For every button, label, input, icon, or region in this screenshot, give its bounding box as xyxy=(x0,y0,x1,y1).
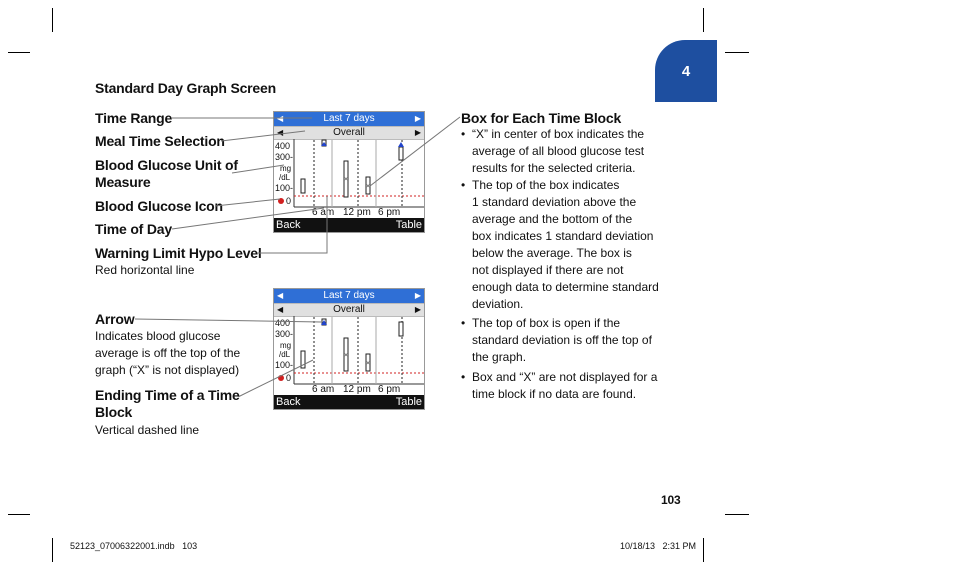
y-unit-label: mg xyxy=(280,164,292,173)
time-range-value: Last 7 days xyxy=(323,113,375,124)
table-softkey[interactable]: Table xyxy=(395,396,422,408)
y-tick-label: 300- xyxy=(275,329,294,339)
label-warning-limit: Warning Limit Hypo Level xyxy=(95,245,262,261)
crop-mark xyxy=(52,538,53,562)
label-bg-unit: Blood Glucose Unit of Measure xyxy=(95,157,238,190)
meal-time-value: Overall xyxy=(333,127,365,138)
x-tick-label: 6 pm xyxy=(378,384,401,395)
blood-drop-icon xyxy=(278,375,284,381)
label-bg-icon: Blood Glucose Icon xyxy=(95,198,223,214)
crop-mark xyxy=(8,514,30,515)
left-arrow-icon[interactable]: ◀ xyxy=(277,114,284,123)
section-title: Standard Day Graph Screen xyxy=(95,80,276,96)
device-screen-standard-day-arrow xyxy=(273,288,425,410)
x-tick-label: 6 pm xyxy=(378,207,401,218)
chapter-number: 4 xyxy=(681,62,691,80)
y-tick-label: 100- xyxy=(275,360,294,370)
table-softkey[interactable]: Table xyxy=(395,219,422,231)
bullet-item: • The top of box is open if the standard deviation is off the top of the graph. xyxy=(461,316,652,364)
y-unit-label: /dL xyxy=(279,173,291,182)
arrow-desc-line: average is off the top of the xyxy=(95,346,241,360)
svg-text:×: × xyxy=(344,353,348,359)
right-arrow-icon[interactable]: ▶ xyxy=(414,128,421,137)
time-block-box xyxy=(301,351,305,368)
crop-mark xyxy=(8,52,30,53)
crop-mark xyxy=(725,514,749,515)
blood-drop-icon xyxy=(278,198,284,204)
label-arrow: Arrow xyxy=(95,311,135,327)
x-tick-label: 6 am xyxy=(312,207,335,218)
label-time-of-day: Time of Day xyxy=(95,221,172,237)
left-arrow-icon[interactable]: ◀ xyxy=(277,128,284,137)
crop-mark xyxy=(703,538,704,562)
arrow-desc-line: Indicates blood glucose xyxy=(95,329,221,343)
crop-mark xyxy=(703,8,704,32)
y-tick-label: 300- xyxy=(275,152,294,162)
bullet-item: • The top of the box indicates 1 standard deviation above the average and the bottom of the box indicates 1 standard deviation below the average. The box is not displayed if there are not enough data to determine standard deviation. xyxy=(461,178,659,311)
x-tick-label: 12 pm xyxy=(343,384,371,395)
arrow-desc-line: graph (“X” is not displayed) xyxy=(95,363,240,377)
label-meal-time-selection: Meal Time Selection xyxy=(95,133,225,149)
box-heading: Box for Each Time Block xyxy=(461,110,622,126)
back-softkey[interactable]: Back xyxy=(276,219,301,231)
bullet-item: • Box and “X” are not displayed for a time block if no data are found. xyxy=(461,370,658,401)
footer-timestamp: 10/18/13 2:31 PM xyxy=(620,541,697,551)
softkey-bar xyxy=(274,395,424,409)
softkey-bar xyxy=(274,218,424,232)
time-block-box xyxy=(399,322,403,336)
right-arrow-icon[interactable]: ▶ xyxy=(414,305,421,314)
x-tick-label: 12 pm xyxy=(343,207,371,218)
right-arrow-icon[interactable]: ▶ xyxy=(414,114,421,123)
crop-mark xyxy=(52,8,53,32)
crop-mark xyxy=(725,52,749,53)
x-tick-label: 6 am xyxy=(312,384,335,395)
label-time-range: Time Range xyxy=(95,110,173,126)
y-tick-label: 100- xyxy=(275,183,294,193)
page-number: 103 xyxy=(661,493,681,507)
svg-text:×: × xyxy=(366,184,370,190)
left-arrow-icon[interactable]: ◀ xyxy=(277,305,284,314)
back-softkey[interactable]: Back xyxy=(276,396,301,408)
time-block-box xyxy=(399,147,403,160)
footer-file-info: 52123_07006322001.indb 103 xyxy=(70,541,198,551)
chapter-tab xyxy=(655,40,717,102)
label-ending-time: Ending Time of a Time Block xyxy=(95,387,240,420)
y-tick-label: 0 xyxy=(286,196,292,206)
svg-text:×: × xyxy=(344,177,348,183)
device-screen-standard-day xyxy=(273,111,425,233)
left-arrow-icon[interactable]: ◀ xyxy=(277,291,284,300)
bullet-item: • “X” in center of box indicates the average of all blood glucose test results for the selected criteria. xyxy=(461,127,645,175)
right-arrow-icon[interactable]: ▶ xyxy=(414,291,421,300)
callout-line xyxy=(215,199,280,206)
time-block-box xyxy=(301,179,305,193)
time-range-value: Last 7 days xyxy=(323,290,375,301)
meal-time-value: Overall xyxy=(333,304,365,315)
ending-time-desc: Vertical dashed line xyxy=(95,423,200,437)
y-unit-label: /dL xyxy=(279,350,291,359)
y-unit-label: mg xyxy=(280,341,292,350)
svg-text:×: × xyxy=(366,361,370,367)
y-tick-label: 400 xyxy=(275,141,291,151)
warning-limit-desc: Red horizontal line xyxy=(95,263,195,277)
off-graph-arrow-icon xyxy=(398,142,404,147)
y-tick-label: 0 xyxy=(286,373,292,383)
y-tick-label: 400 xyxy=(275,318,291,328)
